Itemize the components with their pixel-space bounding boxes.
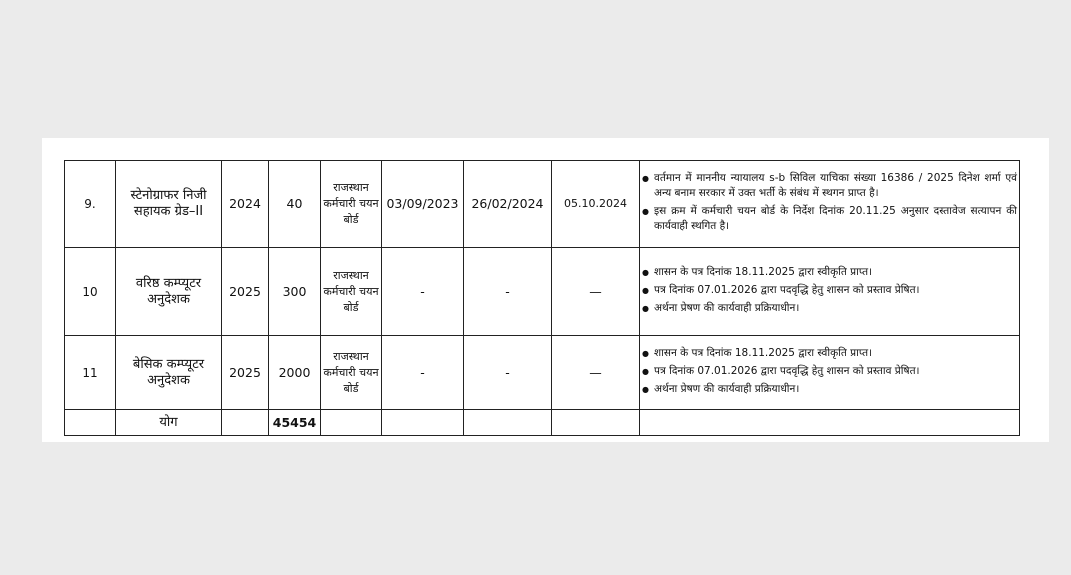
date-1: 03/09/2023 — [382, 161, 464, 248]
recruiting-agency: राजस्थान कर्मचारी चयन बोर्ड — [321, 248, 382, 336]
year: 2024 — [222, 161, 269, 248]
serial-number: 11 — [65, 336, 116, 410]
remark-item: ● पत्र दिनांक 07.01.2026 द्वारा पदवृद्धि हेतु शासन को प्रस्ताव प्रेषित। — [642, 364, 1017, 379]
post-count: 40 — [269, 161, 321, 248]
date-2: 26/02/2024 — [464, 161, 552, 248]
year: 2025 — [222, 336, 269, 410]
date-3: 05.10.2024 — [552, 161, 640, 248]
recruiting-agency: राजस्थान कर्मचारी चयन बोर्ड — [321, 336, 382, 410]
post-name: वरिष्ठ कम्प्यूटर अनुदेशक — [116, 248, 222, 336]
remarks-cell — [640, 336, 1020, 410]
post-count: 300 — [269, 248, 321, 336]
post-count: 2000 — [269, 336, 321, 410]
serial-number: 10 — [65, 248, 116, 336]
recruiting-agency: राजस्थान कर्मचारी चयन बोर्ड — [321, 161, 382, 248]
serial-number: 9. — [65, 161, 116, 248]
date-3: — — [552, 336, 640, 410]
remark-item: ● अर्थना प्रेषण की कार्यवाही प्रक्रियाधीन। — [642, 301, 1017, 316]
total-value: 45454 — [269, 410, 321, 436]
remark-item: ● शासन के पत्र दिनांक 18.11.2025 द्वारा स्वीकृति प्राप्त। — [642, 346, 1017, 361]
remark-item: ● अर्थना प्रेषण की कार्यवाही प्रक्रियाधीन। — [642, 382, 1017, 397]
remarks-cell — [640, 248, 1020, 336]
remark-item: ● वर्तमान में माननीय न्यायालय s-b सिविल याचिका संख्या 16386 / 2025 दिनेश शर्मा एवं अन्य बनाम सरकार में उक्त भर्ती के संबंध में स्थगन प्राप्त है। — [642, 171, 1017, 201]
remarks-cell — [640, 161, 1020, 248]
total-row — [65, 410, 1020, 436]
post-name: बेसिक कम्प्यूटर अनुदेशक — [116, 336, 222, 410]
table-row — [65, 161, 1020, 248]
year: 2025 — [222, 248, 269, 336]
table-row — [65, 336, 1020, 410]
remark-item: ● शासन के पत्र दिनांक 18.11.2025 द्वारा स्वीकृति प्राप्त। — [642, 265, 1017, 280]
table-row — [65, 248, 1020, 336]
date-1: - — [382, 248, 464, 336]
date-1: - — [382, 336, 464, 410]
remark-item: ● इस क्रम में कर्मचारी चयन बोर्ड के निर्देश दिनांक 20.11.25 अनुसार दस्तावेज सत्यापन की कार्यवाही स्थगित है। — [642, 204, 1017, 234]
date-2: - — [464, 336, 552, 410]
document-page — [42, 138, 1049, 442]
recruitment-status-table — [64, 160, 1020, 436]
date-2: - — [464, 248, 552, 336]
post-name: स्टेनोग्राफर निजी सहायक ग्रेड–II — [116, 161, 222, 248]
date-3: — — [552, 248, 640, 336]
remark-item: ● पत्र दिनांक 07.01.2026 द्वारा पदवृद्धि हेतु शासन को प्रस्ताव प्रेषित। — [642, 283, 1017, 298]
total-label: योग — [116, 410, 222, 436]
